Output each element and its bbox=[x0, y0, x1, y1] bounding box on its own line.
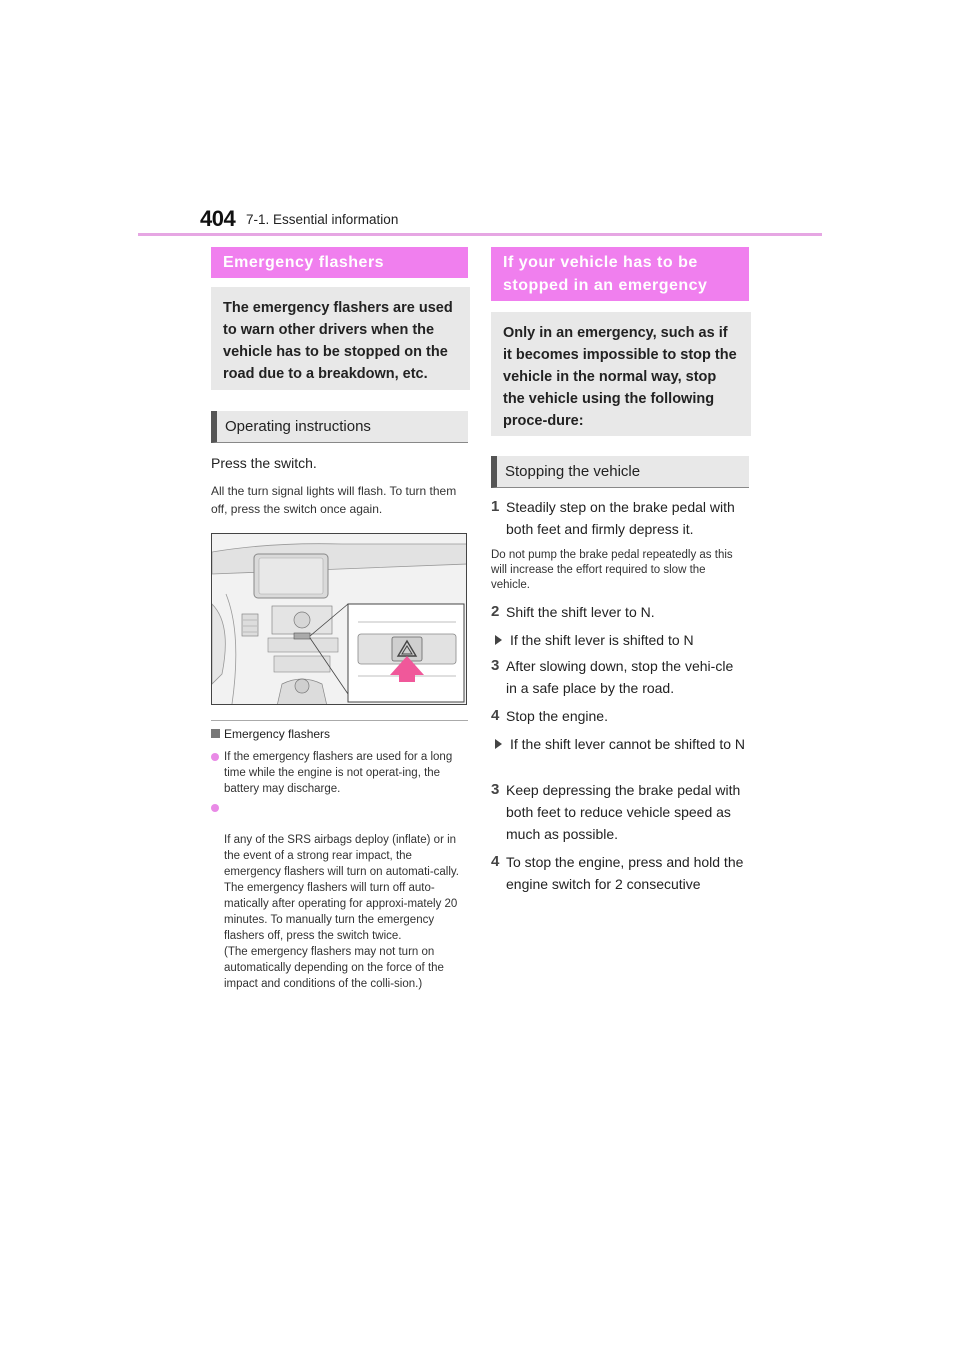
case-text: If the shift lever cannot be shifted to N bbox=[510, 736, 746, 752]
stopping-vehicle-heading bbox=[491, 456, 749, 488]
bullet-text: If the emergency flashers are used for a long time while the engine is not operat-ing, the battery may discharge. bbox=[224, 751, 453, 795]
step-1-note: Do not pump the brake pedal repeatedly as this will increase the effort required to slow the vehicle. bbox=[491, 549, 733, 591]
banner-title: Emergency flashers bbox=[223, 253, 385, 271]
instruction-text: Press the switch. bbox=[211, 455, 317, 471]
note-heading bbox=[211, 727, 330, 741]
emergency-flashers-intro: The emergency flashers are used to warn other drivers when the vehicle has to be stopped on the road due to a breakdown, etc. bbox=[211, 287, 470, 390]
list-item bbox=[211, 749, 468, 797]
dashboard-illustration bbox=[211, 533, 467, 705]
instruction-note: All the turn signal lights will flash. To turn them off, press the switch once again. bbox=[211, 484, 457, 516]
step-4a bbox=[491, 705, 746, 727]
step-number: 3 bbox=[491, 657, 500, 674]
banner-line-2: stopped in an emergency bbox=[503, 277, 708, 294]
bullet-dot-icon bbox=[211, 804, 219, 812]
step-2 bbox=[491, 601, 746, 623]
note-heading-text: Emergency flashers bbox=[224, 727, 331, 741]
case-cannot-shift-to-n bbox=[493, 733, 746, 755]
step-number: 3 bbox=[491, 781, 500, 798]
triangle-bullet-icon bbox=[495, 739, 502, 749]
triangle-bullet-icon bbox=[495, 635, 502, 645]
step-4b bbox=[491, 851, 746, 895]
step-number: 2 bbox=[491, 603, 500, 620]
emergency-flashers-banner bbox=[211, 247, 468, 278]
step-text: Shift the shift lever to N. bbox=[506, 604, 655, 620]
case-shifted-to-n bbox=[493, 629, 746, 651]
step-text: Keep depressing the brake pedal with both feet to reduce vehicle speed as much as possible. bbox=[506, 782, 741, 842]
list-item bbox=[211, 800, 468, 1008]
step-number: 1 bbox=[491, 498, 500, 515]
step-text: To stop the engine, press and hold the engine switch for 2 consecutive bbox=[506, 854, 744, 892]
header-rule bbox=[138, 233, 822, 236]
step-text: After slowing down, stop the vehi-cle in a safe place by the road. bbox=[506, 658, 734, 696]
step-number: 4 bbox=[491, 707, 500, 724]
case-text: If the shift lever is shifted to N bbox=[510, 632, 694, 648]
step-number: 4 bbox=[491, 853, 500, 870]
subhead-label: Stopping the vehicle bbox=[505, 463, 641, 480]
bullet-dot-icon bbox=[211, 753, 219, 761]
operating-instructions-heading bbox=[211, 411, 468, 443]
emergency-stop-intro: Only in an emergency, such as if it becomes impossible to stop the vehicle in the normal way, stop the vehicle using the following proce-dure: bbox=[491, 312, 751, 436]
section-title: 7-1. Essential information bbox=[246, 212, 399, 227]
step-text: Stop the engine. bbox=[506, 708, 608, 724]
step-1 bbox=[491, 496, 746, 540]
step-text: Steadily step on the brake pedal with both feet and firmly depress it. bbox=[506, 499, 735, 537]
dashboard-drawing bbox=[212, 534, 467, 705]
step-3b bbox=[491, 779, 746, 845]
banner-line-1: If your vehicle has to be bbox=[503, 254, 698, 271]
step-3a bbox=[491, 655, 746, 699]
note-divider bbox=[211, 720, 468, 721]
subhead-label: Operating instructions bbox=[225, 418, 371, 435]
bullet-text: If any of the SRS airbags deploy (inflate) or in the event of a strong rear impact, the emergency flashers will turn on automati-cally. The emergency flashers will turn off auto-matically after operating for approxi-mately 20 minutes. To manually turn the emergency flashers off, press the switch twice. (The emergency flashers may not turn on automatically depending on the force of the impact and conditions of the colli-sion.) bbox=[224, 834, 459, 990]
square-bullet-icon bbox=[211, 729, 220, 738]
emergency-stop-banner bbox=[491, 247, 749, 301]
page-number: 404 bbox=[200, 206, 236, 231]
